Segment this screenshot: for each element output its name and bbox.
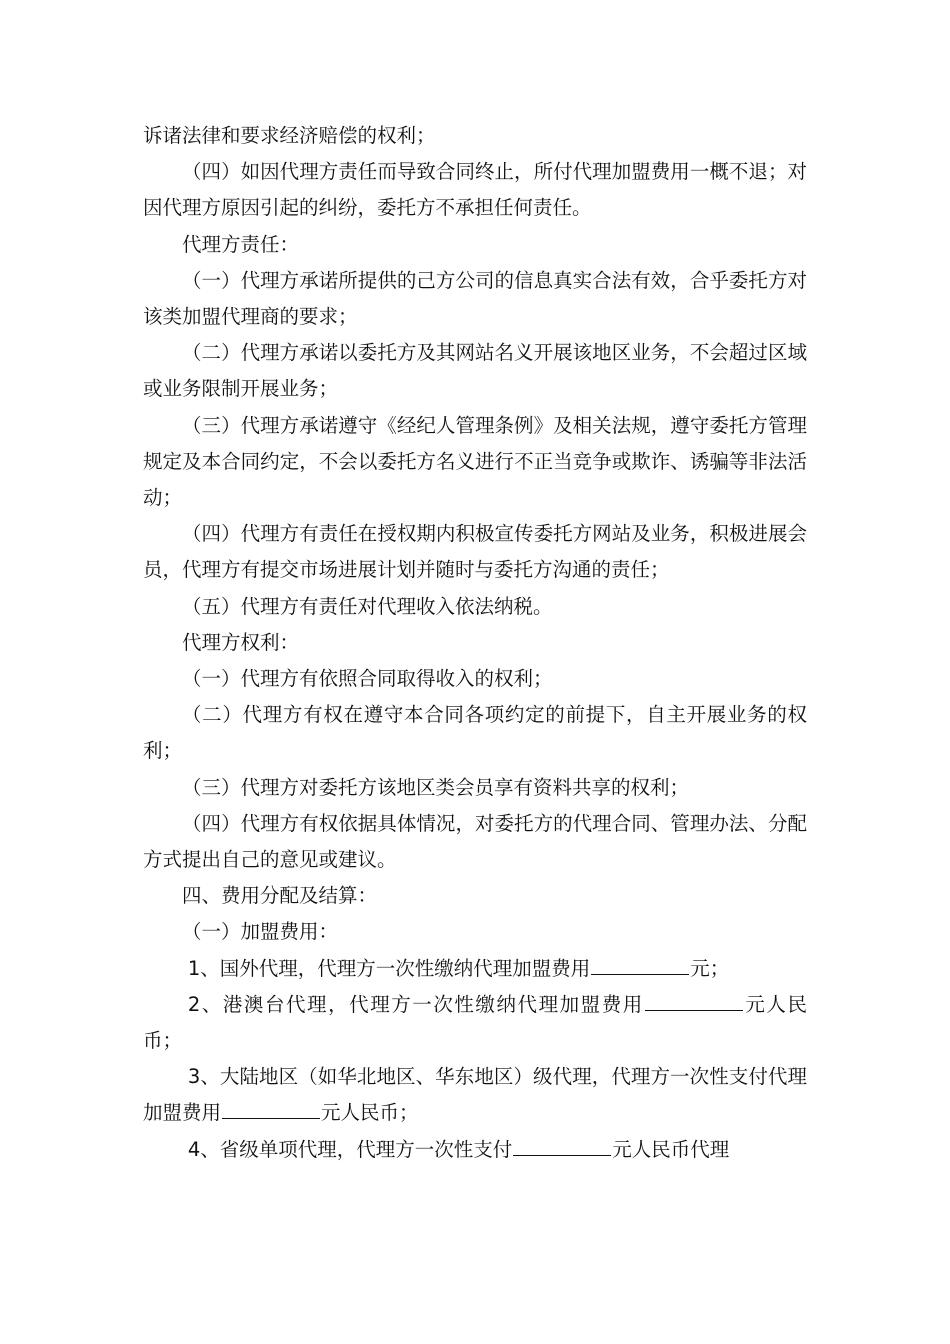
paragraph-agent-right-1: （一）代理方有依照合同取得收入的权利；: [182, 667, 553, 691]
paragraph-agent-resp-3: （三）代理方承诺遵守《经纪人管理条例》及相关法规，遵守委托方管理规定及本合同约定，不会以委托方名义进行不正当竞争或欺诈、诱骗等非法活动；: [143, 413, 807, 510]
fee-item-unit: 元人民币；: [143, 992, 807, 1053]
paragraph-agent-right-2: （二）代理方有权在遵守本合同各项约定的前提下，自主开展业务的权利；: [143, 703, 807, 763]
fee-item-text: 3、大陆地区（如华北地区、华东地区）级代理，代理方一次性支付代理加盟费用: [143, 1065, 807, 1125]
section-heading-agent-rights: 代理方权利：: [182, 630, 300, 654]
fee-amount-blank: [513, 1137, 611, 1156]
paragraph-agent-resp-4: （四）代理方有责任在授权期内积极宣传委托方网站及业务，积极进展会员，代理方有提交市场进展计划并随时与委托方沟通的责任；: [143, 522, 807, 582]
paragraph-agent-right-4: （四）代理方有权依据具体情况，对委托方的代理合同、管理办法、分配方式提出自己的意见或建议。: [143, 811, 807, 872]
fee-amount-blank: [222, 1100, 320, 1119]
fee-item-overseas: [143, 951, 807, 987]
fee-item-provincial: [143, 1132, 807, 1168]
fee-item-hk-macau-taiwan: [143, 987, 807, 1059]
paragraph-agent-resp-5: （五）代理方有责任对代理收入依法纳税。: [182, 594, 553, 618]
paragraph-termination-no-refund: （四）如因代理方责任而导致合同终止，所付代理加盟费用一概不退；对因代理方原因引起的纠纷，委托方不承担任何责任。: [143, 160, 807, 220]
section-heading-fees: 四、费用分配及结算：: [182, 884, 378, 908]
subsection-heading-franchise-fee: （一）加盟费用：: [182, 920, 339, 944]
fee-amount-blank: [645, 992, 743, 1011]
fee-item-text: 4、省级单项代理，代理方一次性支付: [187, 1137, 513, 1161]
paragraph-rights-continued: 诉诸法律和要求经济赔偿的权利；: [143, 124, 436, 147]
paragraph-agent-right-3: （三）代理方对委托方该地区类会员享有资料共享的权利；: [182, 775, 690, 799]
paragraph-agent-resp-1: （一）代理方承诺所提供的己方公司的信息真实合法有效，合乎委托方对该类加盟代理商的要求；: [143, 268, 807, 329]
fee-item-unit: 元人民币代理: [612, 1137, 730, 1161]
fee-item-unit: 元人民币；: [321, 1101, 419, 1125]
fee-amount-blank: [591, 956, 689, 975]
section-heading-agent-responsibilities: 代理方责任：: [182, 232, 300, 256]
fee-item-mainland-region: [143, 1059, 807, 1131]
document-body: [143, 118, 807, 1168]
fee-item-text: 1、国外代理，代理方一次性缴纳代理加盟费用: [187, 956, 591, 980]
fee-item-unit: 元；: [690, 956, 730, 980]
fee-item-text: 2、港澳台代理，代理方一次性缴纳代理加盟费用: [187, 992, 644, 1016]
paragraph-agent-resp-2: （二）代理方承诺以委托方及其网站名义开展该地区业务，不会超过区域或业务限制开展业务；: [143, 341, 807, 401]
